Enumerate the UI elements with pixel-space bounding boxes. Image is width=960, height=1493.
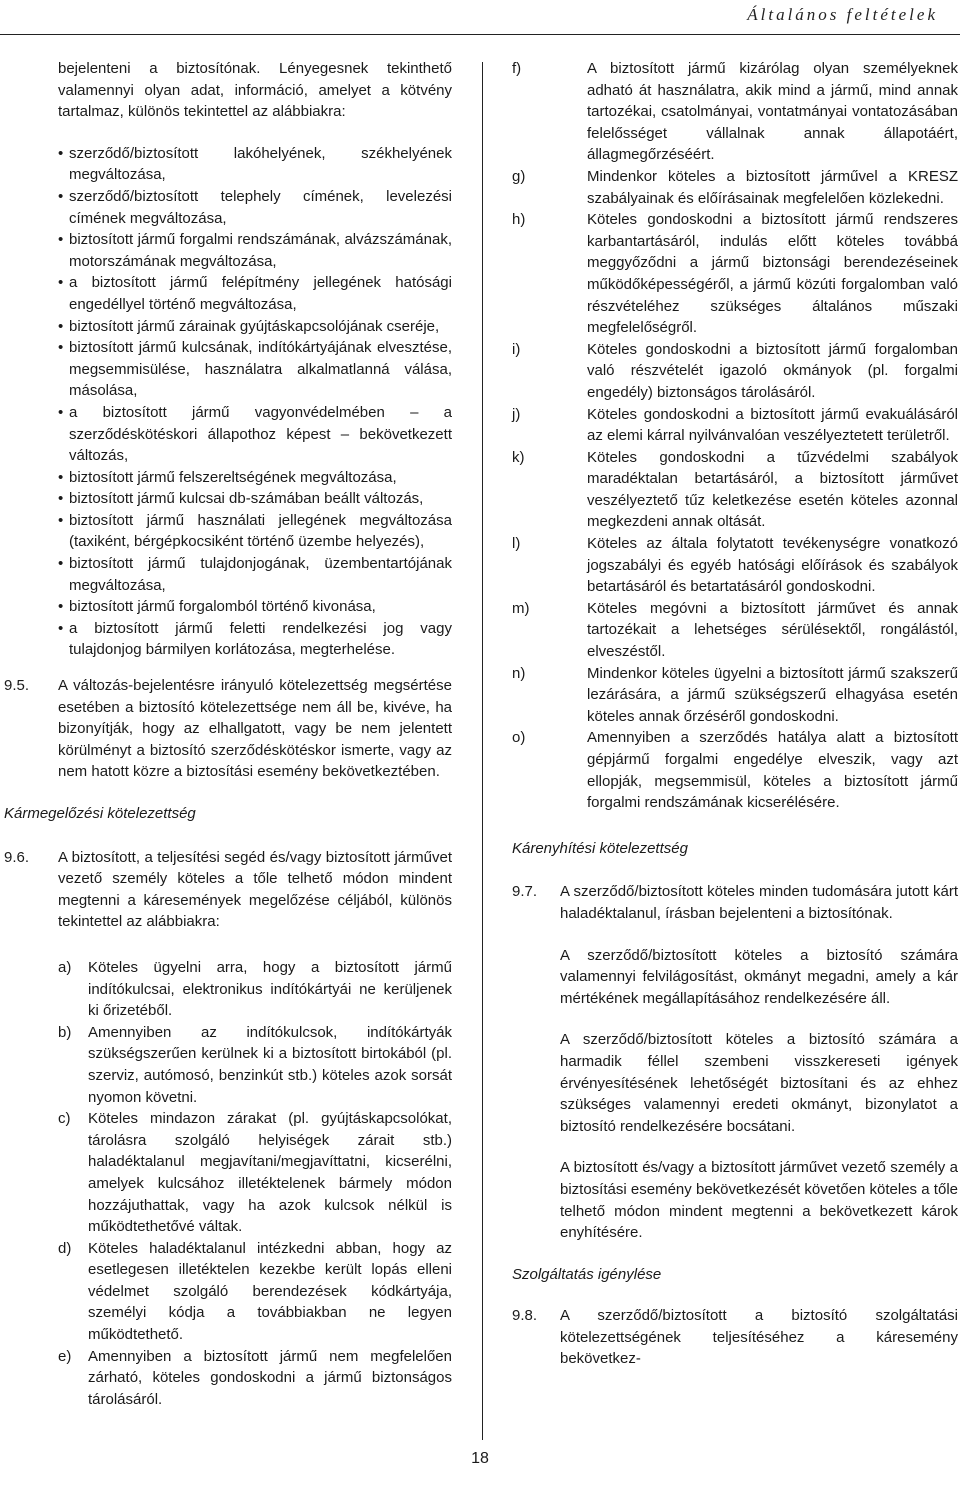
list-item: • biztosított jármű forgalmi rendszámának, alvázszámának, motorszámának megváltozása, <box>58 229 452 272</box>
list-item: • biztosított jármű felszereltségének megváltozása, <box>58 467 452 489</box>
list-item: • a biztosított jármű vagyonvédelmében – a szerződéskötéskori állapothoz képest – bekövetkezett változás, <box>58 402 452 467</box>
list-item <box>512 166 958 209</box>
page-header <box>0 0 960 35</box>
section-text: A szerződő/biztosított a biztosító szolgáltatási kötelezettségének teljesítéséhez a káresemény bekövetkez- <box>560 1307 958 1368</box>
list-item <box>512 209 958 339</box>
intro-paragraph: bejelenteni a biztosítónak. Lényegesnek tekinthető valamennyi olyan adat, információ, amelyet a kötvény tartalmaz, különös tekintettel az alábbiakra: <box>58 60 452 121</box>
list-item <box>58 1022 452 1108</box>
item-text: Amennyiben a szerződés hatálya alatt a biztosított gépjármű forgalmi engedélye elveszik, vagy azt ellopják, megsemmisül, köteles a biztosított jármű forgalmi rendszámának kicserélésére. <box>587 729 958 812</box>
change-list <box>58 143 452 661</box>
list-item <box>512 727 958 813</box>
item-letter: d) <box>58 1239 72 1257</box>
item-text: Köteles haladéktalanul intézkedni abban, hogy az esetlegesen illetéktelen kezekbe került lopás elleni védelmet szolgáló berendezések kódkártyája, személyi kódja a továbbiakban ne legyen működtethető. <box>88 1239 452 1344</box>
item-text: A biztosított jármű kizárólag olyan személyeknek adható át használatra, akik mind a jármű, mind annak tartozékai, csatolmányai, vontatmányai vontatozásában felelősséget vállalnak annak állapotáért, állagmegőrzéséért. <box>587 60 958 164</box>
list-item: • szerződő/biztosított lakóhelyének, székhelyének megváltozása, <box>58 143 452 186</box>
item-letter: b) <box>58 1023 72 1041</box>
item-letter: l) <box>512 535 521 553</box>
item-text: Amennyiben a biztosított jármű nem megfelelően zárható, köteles gondoskodni a jármű biztonságos tárolásáról. <box>88 1347 452 1408</box>
section-9-6 <box>4 847 452 933</box>
item-text: Mindenkor köteles ügyelni a biztosított jármű szakszerű lezárására, a jármű szükségszerű elhagyása esetén köteles annak őrzéséről gondoskodni. <box>587 664 958 725</box>
item-letter: h) <box>512 211 526 229</box>
list-item <box>512 447 958 533</box>
page-number: 18 <box>471 1450 489 1467</box>
subheading-claim: Szolgáltatás igénylése <box>512 1265 662 1283</box>
item-letter: g) <box>512 167 526 185</box>
section-number: 9.8. <box>512 1307 538 1325</box>
list-item <box>512 663 958 728</box>
section-9-8 <box>512 1305 958 1370</box>
section-paragraph: A szerződő/biztosított köteles a biztosító számára valamennyi felvilágosítást, okmányt megadni, amely a kár mértékének megállapításához rendelkezésére áll. <box>560 946 958 1007</box>
item-text: Köteles gondoskodni a tűzvédelmi szabályok maradéktalan betartásáról, a biztosított járművet veszélyeztető tűz keletkezése esetén köteles azonnal megkezdeni annak oltását. <box>587 448 958 531</box>
left-column <box>4 58 452 1410</box>
item-letter: e) <box>58 1347 72 1365</box>
section-text: A szerződő/biztosított köteles minden tudomására jutott kárt haladéktalanul, írásban bejelenteni a biztosítónak. <box>560 883 958 922</box>
list-item <box>58 1346 452 1411</box>
list-item <box>58 957 452 1022</box>
list-item: • biztosított jármű kulcsának, indítókártyájának elvesztése, megsemmisülése, használatra alkalmatlanná válása, másolása, <box>58 337 452 402</box>
section-text: A biztosított, a teljesítési segéd és/vagy biztosított járművet vezető személy köteles a tőle telhető módon mindent megtenni a káresemények megelőzése céljából, különös tekintettel az alábbiakra: <box>58 848 452 931</box>
item-text: Amennyiben az indítókulcsok, indítókártyák szükségszerűen kerülnek ki a biztosított birtokából (pl. szerviz, autómosó, benzinkút stb.) köteles azok sorsát nyomon követni. <box>88 1023 452 1106</box>
item-letter: i) <box>512 340 521 358</box>
list-item: • a biztosított jármű feletti rendelkezési jog vagy tulajdonjog bármilyen korlátozása, megterhelése. <box>58 618 452 661</box>
subheading-mitigation: Kárenyhítési kötelezettség <box>512 839 688 857</box>
section-paragraph: A szerződő/biztosított köteles a biztosító számára a harmadik féllel szembeni visszkereseti igények érvényesítésének lehetőségét biztosítani és az ehhez szükséges valamennyi eredeti okmányt, bizonylatot a biztosító rendelkezésére bocsátani. <box>560 1031 958 1135</box>
item-text: Mindenkor köteles a biztosított járművel a KRESZ szabályainak és előírásainak megfelelően közlekedni. <box>587 167 958 207</box>
list-item: • biztosított jármű zárainak gyújtáskapcsolójának cseréje, <box>58 316 452 338</box>
header-title: Általános feltételek <box>747 5 938 24</box>
item-letter: m) <box>512 599 530 617</box>
list-item <box>512 58 958 166</box>
item-letter: f) <box>512 60 522 77</box>
item-text: Köteles mindazon zárakat (pl. gyújtáskapcsolókat, tárolásra szolgáló helyiségek zárait stb.) haladéktalanul megjavítani/megjavíttatni, kicserélni, amelyek kulcsához illetéktelenek bármely módon hozzájuthattak, vagy ha azok kulcsok nélkül is működtethetővé váltak. <box>88 1110 452 1236</box>
list-item <box>512 598 958 663</box>
item-letter: n) <box>512 664 526 682</box>
list-item: • biztosított jármű kulcsai db-számában beállt változás, <box>58 488 452 510</box>
list-item: • biztosított jármű forgalomból történő kivonása, <box>58 596 452 618</box>
item-text: Köteles gondoskodni a biztosított jármű forgalomban való részvételét igazoló okmányok (pl. forgalmi engedély) biztonságos tárolásáról. <box>587 340 958 401</box>
item-letter: o) <box>512 729 526 747</box>
item-letter: j) <box>512 405 521 423</box>
item-text: Köteles gondoskodni a biztosított jármű evakuálásáról az elemi kárral nyilvánvalóan veszélyeztetett területről. <box>587 405 958 445</box>
section-text: A változás-bejelentésre irányuló kötelezettség megsértése esetében a biztosító kötelezettsége nem áll be, kivéve, ha bizonyítják, hogy az elhallgatott, vagy be nem jelentett körülményt a biztosító szerződéskötéskor ismerte, vagy az nem hatott közre a biztosítási esemény bekövetkeztében. <box>58 677 452 781</box>
section-number: 9.5. <box>4 677 30 695</box>
section-9-7 <box>512 881 958 924</box>
item-letter: k) <box>512 448 525 466</box>
item-text: Köteles megóvni a biztosított járművet és annak tartozékait a lehetséges sérülésektől, rongálástól, elveszéstől. <box>587 599 958 661</box>
section-number: 9.7. <box>512 883 538 901</box>
list-item: • szerződő/biztosított telephely címének, levelezési címének megváltozása, <box>58 186 452 229</box>
item-text: Köteles az általa folytatott tevékenységre vonatkozó jogszabályi és egyéb hatósági előírások és szabályok betartásáról és betartatásáról gondoskodni. <box>587 535 958 596</box>
list-item <box>512 339 958 404</box>
item-text: Köteles ügyelni arra, hogy a biztosított jármű indítókulcsai, elektronikus indítókártyái ne kerüljenek ki őrizetéből. <box>88 958 452 1020</box>
item-text: Köteles gondoskodni a biztosított jármű rendszeres karbantartásáról, indulás előtt köteles továbbá meggyőződni a jármű biztonsági berendezéseinek működőképességéről, a jármű közúti forgalomban való részvételéhez szükséges általános műszaki megfelelőségről. <box>587 211 958 337</box>
right-column <box>512 58 958 1370</box>
list-item <box>512 404 958 447</box>
subheading-prevention: Kármegelőzési kötelezettség <box>4 805 196 822</box>
list-item: • biztosított jármű tulajdonjogának, üzembentartójának megváltozása, <box>58 553 452 596</box>
list-item <box>58 1238 452 1346</box>
list-item <box>58 1108 452 1238</box>
section-paragraph: A biztosított és/vagy a biztosított járművet vezető személy a biztosítási esemény bekövetkezését követően köteles a tőle telhető módon mindent megtenni a bekövetkezett károk enyhítésére. <box>560 1159 958 1242</box>
list-item: • biztosított jármű használati jellegének megváltozása (taxiként, bérgépkocsiként történő üzembe helyezés), <box>58 510 452 553</box>
column-divider <box>482 62 483 1440</box>
item-letter: c) <box>58 1110 71 1128</box>
prevention-list-continued <box>512 58 958 814</box>
section-number: 9.6. <box>4 848 30 866</box>
section-9-5 <box>4 675 452 783</box>
prevention-list <box>58 957 452 1410</box>
list-item <box>512 533 958 598</box>
list-item: • a biztosított jármű felépítmény jellegének hatósági engedéllyel történő megváltozása, <box>58 272 452 315</box>
item-letter: a) <box>58 958 72 976</box>
